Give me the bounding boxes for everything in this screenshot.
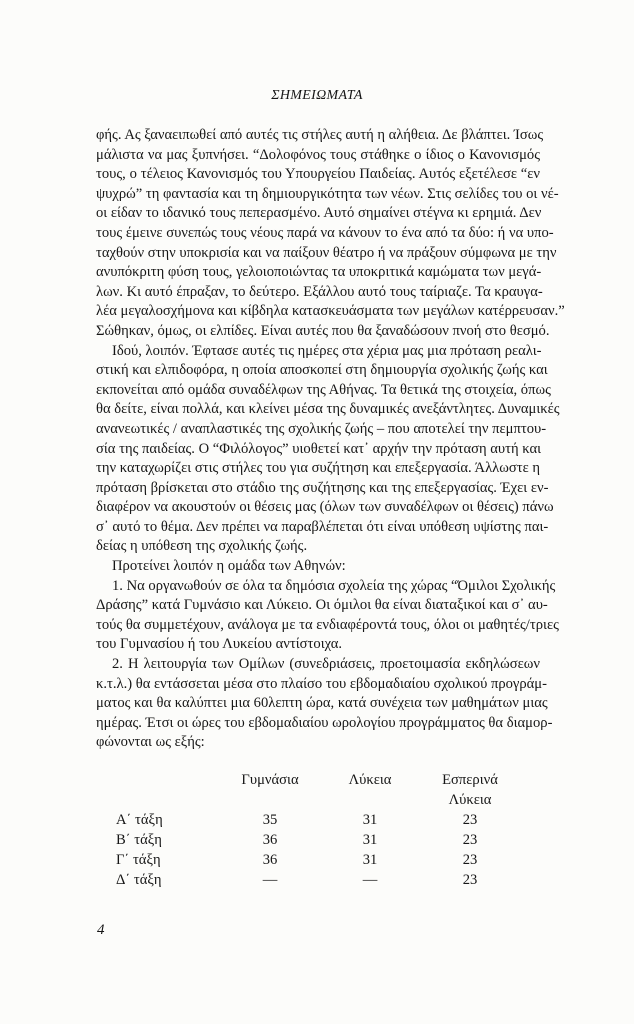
text-line: Ιδού, λοιπόν. Έφτασε αυτές τις ημέρες στα χέρια μας μια πρόταση ρεαλι-: [112, 342, 542, 359]
text-line: ανυπόκριτη φύση τους, γελοιοποιώντας τα υποκριτικά καμώματα των μεγά-: [96, 264, 542, 281]
table-row: [96, 810, 516, 830]
text-line: φής. Ας ξαναειπωθεί από αυτές τις στήλες αυτή η αλήθεια. Δε βλάπτει. Ίσως: [96, 127, 544, 143]
text-line: διαφέρον να ακουστούν οι θέσεις μας (όλων των συναδέλφων οι θέσεις) πάνω: [96, 499, 554, 516]
text-line: μάλιστα να μας ξυπνήσει. “Δολοφόνος τους στάθηκε ο ίδιος ο Κανονισμός: [96, 146, 540, 163]
table-row: [96, 870, 516, 890]
cell-text: 23: [462, 832, 478, 848]
text-line: σ᾽ αυτό το θέμα. Δεν πρέπει να παραβλέπεται ότι είναι υπόθεση υψίστης παι-: [96, 518, 549, 535]
table-row: [96, 850, 516, 870]
cell-text: 31: [362, 832, 378, 848]
cell-text: Γυμνάσια: [241, 772, 299, 788]
table-header-row: [96, 790, 516, 810]
text-line: στική και ελπιδοφόρα, η οποία αποσκοπεί στη δημιουργία σχολικής ζωής και: [96, 362, 548, 379]
paragraph: [96, 342, 560, 558]
body-text: [96, 126, 565, 753]
cell-text: 23: [462, 852, 478, 868]
page-title: ΣΗΜΕΙΩΜΑΤΑ: [271, 88, 363, 103]
text-line: δείας η υπόθεση της σχολικής ζωής.: [96, 538, 308, 555]
row-label: Α΄ τάξη: [116, 812, 163, 828]
cell-text: 35: [262, 812, 278, 828]
paragraph: [96, 655, 553, 753]
text-line: λέα μεγαλοσχήμονα και κίβδηλα κατασκευάσματα των μεγάλων κατέρρευσαν.”: [96, 303, 565, 320]
text-line: οι είδαν το ιδανικό τους πεπερασμένο. Αυτό σημαίνει στέγνα κι ερημιά. Δεν: [96, 205, 542, 222]
text-line: λων. Κι αυτό έπραξαν, το δεύτερο. Εξάλλου αυτό τους ταίριαζε. Τα κραυγα-: [96, 283, 543, 300]
row-label: Δ΄ τάξη: [116, 872, 162, 888]
table-row: [96, 830, 516, 850]
text-line: την καταχωρίζει στις στήλες του για συζήτηση και επεξεργασία. Άλλωστε η: [96, 460, 540, 477]
row-label: Β΄ τάξη: [116, 832, 162, 848]
text-line: ταχθούν στην υποκρισία και να παίξουν θέατρο ή να πράξουν σύμφωνα με την: [96, 244, 557, 261]
cell-text: —: [362, 872, 378, 888]
row-label: Γ΄ τάξη: [116, 852, 161, 868]
text-line: κ.τ.λ.) θα εντάσσεται μέσα στο πλαίσο του εβδομαδιαίου σχολικού προγράμ-: [96, 675, 547, 692]
paragraph: [96, 557, 540, 577]
paragraph: [96, 577, 559, 655]
text-line: σία της παιδείας. Ο “Φιλόλογος” υιοθετεί κατ᾽ αρχήν την πρόταση αυτή και: [96, 440, 542, 457]
cell-text: Λύκεια: [348, 772, 392, 788]
cell-text: 36: [262, 852, 278, 868]
text-line: 2. Η λειτουργία των Ομίλων (συνεδριάσεις, προετοιμασία εκδηλώσεων: [112, 656, 540, 673]
text-line: θα δείτε, είναι πολλά, και κλείνει μέσα της δυναμικές ανεξάντλητες. Δυναμικές: [96, 401, 560, 418]
cell-text: 23: [462, 872, 478, 888]
text-line: Σώθηκαν, όμως, οι ελπίδες. Είναι αυτές που θα ξαναδώσουν πνοή στο θεσμό.: [96, 322, 550, 339]
text-line: φώνονται ως εξής:: [96, 734, 205, 751]
cell-text: —: [262, 872, 278, 888]
table-header-row: [96, 770, 516, 790]
text-line: εκπονείται από ομάδα συναδέλφων της Αθήνας. Τα θετικά της στοιχεία, όπως: [96, 381, 551, 398]
text-line: πρόταση βρίσκεται στο στάδιο της συζήτησης και της επεξεργασίας. Έχει εν-: [96, 479, 549, 496]
text-line: ματος και θα καλύπτει μια 60λεπτη ώρα, κατά συνέχεια των μαθημάτων μιας: [96, 695, 548, 712]
cell-text: 31: [362, 812, 378, 828]
text-line: 1. Να οργανωθούν σε όλα τα δημόσια σχολεία της χώρας “Όμιλοι Σχολικής: [112, 577, 556, 594]
text-line: Δράσης” κατά Γυμνάσιο και Λύκειο. Οι όμιλοι θα είναι διαταξικοί και σ᾽ αυ-: [96, 597, 548, 614]
paragraph: [96, 126, 565, 342]
text-line: του Γυμνασίου ή του Λυκείου αντίστοιχα.: [96, 636, 343, 653]
text-line: τους, ο τέλειος Κανονισμός του Υπουργείου Παιδείας. Αυτός εξετέλεσε “εν: [96, 166, 540, 183]
weekly-hours-table: [96, 770, 516, 890]
cell-text: Λύκεια: [448, 792, 492, 808]
cell-text: 23: [462, 812, 478, 828]
cell-text: 31: [362, 852, 378, 868]
text-line: ψυχρώ” τη φαντασία και τη δημιουργικότητα των νέων. Στις σελίδες του οι νέ-: [96, 185, 559, 202]
cell-text: 36: [262, 832, 278, 848]
text-line: ημέρας. Έτσι οι ώρες του εβδομαδιαίου ωρολογίου προγράμματος θα διαμορ-: [96, 714, 553, 731]
text-line: Προτείνει λοιπόν η ομάδα των Αθηνών:: [112, 558, 346, 575]
page-number: 4: [97, 922, 105, 938]
cell-text: Εσπερινά: [442, 772, 498, 788]
text-line: τούς θα συμμετέχουν, ανάλογα με τα ενδιαφέροντά τους, όλοι οι μαθητές/τριες: [96, 616, 559, 633]
text-line: τους έμεινε συνεπώς τους νέους παρά να κάνουν το ένα από τα δύο: ή να υπο-: [96, 224, 554, 241]
text-line: ανανεωτικές / αναπλαστικές της σχολικής ζωής – που αποτελεί την πεμπτου-: [96, 420, 547, 437]
